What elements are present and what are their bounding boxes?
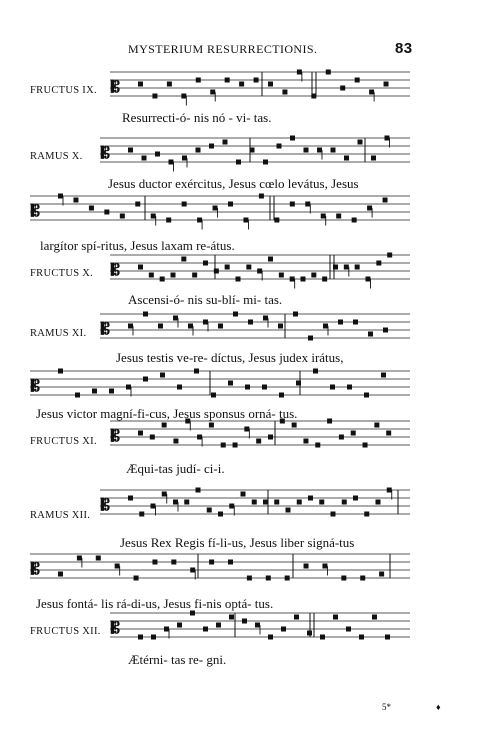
neume-note (277, 144, 282, 149)
neume-note (303, 439, 308, 444)
neume-note (308, 336, 313, 341)
neume-note (338, 320, 343, 325)
neume-note (173, 316, 178, 321)
neume-note (330, 385, 335, 390)
lyric-line: Jesus ductor exércitus, Jesus cœlo levátus, Jesus (108, 176, 359, 191)
neume-note (135, 202, 140, 207)
section-label: RAMUS XI. (30, 328, 87, 339)
neume-note (138, 82, 143, 87)
neume-note (367, 206, 372, 211)
neume-note (341, 576, 346, 581)
neume-note (209, 423, 214, 428)
neume-note (138, 635, 143, 640)
neume-note (160, 373, 165, 378)
neume-note (311, 94, 316, 99)
neume-note (142, 156, 147, 161)
neume-note (151, 214, 156, 219)
neume-note (385, 635, 390, 640)
neume-note (209, 144, 214, 149)
neume-note (248, 320, 253, 325)
neume-note (58, 572, 63, 577)
neume-note (181, 257, 186, 262)
neume-note (143, 377, 148, 382)
neume-note (297, 70, 302, 75)
lyric-line: Jesus Rex Regis fí-li-us, Jesus liber signá-tus (120, 535, 355, 550)
neume-note (250, 148, 255, 153)
neume-note (368, 332, 373, 337)
neume-note (336, 214, 341, 219)
lyric-line: largítor spí-ritus, Jesus laxam re-átus. (40, 238, 235, 253)
neume-note (211, 393, 216, 398)
neume-note (339, 435, 344, 440)
neume-note (268, 635, 273, 640)
neume-note (182, 156, 187, 161)
neume-note (223, 140, 228, 145)
neume-note (196, 488, 201, 493)
neume-note (255, 623, 260, 628)
neume-note (126, 385, 131, 390)
neume-note (214, 269, 219, 274)
lyric-line: Jesus fontá- lis rá-di-us, Jesus fi-nis optá- tus. (36, 596, 274, 611)
neume-note (152, 94, 157, 99)
neume-note (286, 508, 291, 513)
neume-note (296, 381, 301, 386)
neume-note (307, 631, 312, 636)
neume-note (376, 261, 381, 266)
neume-note (319, 500, 324, 505)
neume-note (308, 496, 313, 501)
section-label: FRUCTUS XI. (30, 436, 97, 447)
neume-note (173, 500, 178, 505)
running-title: MYSTERIUM RESURRECTIONIS. (128, 42, 318, 56)
neume-note (327, 419, 332, 424)
section-label: RAMUS XII. (30, 510, 91, 521)
lyric-line: Ætérni- tas re- gni. (128, 652, 227, 667)
neume-note (203, 627, 208, 632)
neume-note (293, 312, 298, 317)
neume-note (353, 496, 358, 501)
neume-note (346, 627, 351, 632)
clef-icon: 𝄡 (101, 143, 110, 162)
neume-note (188, 324, 193, 329)
neume-note (245, 385, 250, 390)
neume-note (263, 500, 268, 505)
neume-note (207, 508, 212, 513)
neume-note (242, 619, 247, 624)
lyric-line: Jesus testis ve-re- díctus, Jesus judex irátus, (116, 350, 344, 365)
neume-note (152, 560, 157, 565)
neume-note (143, 312, 148, 317)
neume-note (322, 277, 327, 282)
neume-note (279, 393, 284, 398)
neume-note (197, 218, 202, 223)
neume-note (244, 427, 249, 432)
clef-icon: 𝄡 (31, 376, 40, 395)
neume-note (381, 373, 386, 378)
section-label: RAMUS X. (30, 151, 83, 162)
neume-note (229, 615, 234, 620)
neume-note (177, 623, 182, 628)
neume-note (138, 265, 143, 270)
neume-note (216, 623, 221, 628)
neume-note (331, 512, 336, 517)
neume-note (372, 615, 377, 620)
section-label: FRUCTUS X. (30, 268, 94, 279)
neume-note (355, 265, 360, 270)
neume-note (196, 78, 201, 83)
neume-note (167, 82, 172, 87)
neume-note (268, 82, 273, 87)
lyric-line: Æqui-tas judí- ci-i. (126, 461, 225, 476)
neume-note (92, 389, 97, 394)
neume-note (162, 423, 167, 428)
clef-icon: 𝄡 (31, 559, 40, 578)
neume-note (229, 504, 234, 509)
neume-note (278, 324, 283, 329)
printer-signature: 5* (382, 702, 391, 712)
neume-note (344, 156, 349, 161)
neume-note (138, 431, 143, 436)
neume-note (196, 148, 201, 153)
neume-note (259, 194, 264, 199)
neume-note (128, 496, 133, 501)
clef-icon: 𝄡 (111, 426, 120, 445)
neume-note (109, 389, 114, 394)
neume-note (257, 269, 262, 274)
neume-note (359, 635, 364, 640)
neume-note (281, 627, 286, 632)
neume-note (233, 443, 238, 448)
neume-note (213, 206, 218, 211)
neume-note (162, 492, 167, 497)
clef-icon: 𝄡 (111, 77, 120, 96)
neume-note (364, 512, 369, 517)
neume-note (155, 152, 160, 157)
neume-note (322, 564, 327, 569)
neume-note (297, 500, 302, 505)
neume-note (241, 492, 246, 497)
neume-note (379, 572, 384, 577)
neume-note (115, 564, 120, 569)
neume-note (203, 320, 208, 325)
lyric-line: Resurrecti-ó- nis nó - vi- tas. (122, 110, 272, 125)
neume-note (347, 385, 352, 390)
neume-note (197, 435, 202, 440)
clef-icon: 𝄡 (111, 618, 120, 637)
neume-note (294, 615, 299, 620)
lyric-line: Ascensi-ó- nis su-blí- mi- tas. (128, 292, 283, 307)
neume-note (383, 198, 388, 203)
neume-note (194, 369, 199, 374)
neume-note (150, 435, 155, 440)
neume-note (243, 218, 248, 223)
neume-note (304, 148, 309, 153)
neume-note (171, 273, 176, 278)
neume-note (366, 277, 371, 282)
neume-note (304, 564, 309, 569)
neume-note (353, 320, 358, 325)
neume-note (387, 253, 392, 258)
neume-note (331, 148, 336, 153)
neume-note (182, 202, 187, 207)
neume-note (387, 488, 392, 493)
neume-note (236, 277, 241, 282)
neume-note (73, 198, 78, 203)
neume-note (369, 90, 374, 95)
neume-note (313, 369, 318, 374)
neume-note (321, 214, 326, 219)
neume-note (151, 504, 156, 509)
neume-note (192, 273, 197, 278)
neume-note (292, 423, 297, 428)
neume-note (181, 94, 186, 99)
neume-note (364, 393, 369, 398)
neume-note (58, 369, 63, 374)
neume-note (75, 393, 80, 398)
neume-note (342, 500, 347, 505)
section-label: FRUCTUS IX. (30, 85, 97, 96)
neume-note (374, 423, 379, 428)
neume-note (169, 160, 174, 165)
neume-note (285, 576, 290, 581)
neume-note (139, 512, 144, 517)
neume-note (305, 202, 310, 207)
neume-note (383, 328, 388, 333)
clef-icon: 𝄡 (101, 319, 110, 338)
neume-note (266, 576, 271, 581)
neume-note (320, 635, 325, 640)
neume-note (290, 136, 295, 141)
neume-note (233, 312, 238, 317)
neume-note (254, 78, 259, 83)
neume-note (311, 273, 316, 278)
neume-note (173, 439, 178, 444)
neume-note (184, 500, 189, 505)
neume-note (315, 443, 320, 448)
neume-note (151, 635, 156, 640)
neume-note (274, 500, 279, 505)
neume-note (247, 576, 252, 581)
neume-note (228, 381, 233, 386)
neume-note (268, 257, 273, 262)
neume-note (360, 576, 365, 581)
decorative-ornament-icon: ♦ (436, 702, 441, 712)
neume-note (355, 78, 360, 83)
neume-note (385, 136, 390, 141)
neume-note (376, 500, 381, 505)
neume-note (384, 82, 389, 87)
neume-note (263, 160, 268, 165)
neume-note (128, 324, 133, 329)
neume-note (340, 86, 345, 91)
neume-note (371, 156, 376, 161)
neume-note (149, 273, 154, 278)
clef-icon: 𝄡 (31, 201, 40, 220)
neume-note (263, 316, 268, 321)
neume-note (164, 627, 169, 632)
neume-note (323, 324, 328, 329)
neume-note (386, 431, 391, 436)
neume-note (225, 265, 230, 270)
neume-note (279, 273, 284, 278)
neume-note (358, 140, 363, 145)
page-number: 83 (395, 40, 413, 57)
neume-note (236, 160, 241, 165)
neume-note (89, 206, 94, 211)
neume-note (166, 218, 171, 223)
neume-note (203, 261, 208, 266)
neume-note (352, 218, 357, 223)
neume-note (252, 500, 257, 505)
neume-note (177, 385, 182, 390)
neume-note (228, 202, 233, 207)
neume-note (282, 90, 287, 95)
neume-note (256, 439, 261, 444)
neume-note (77, 556, 82, 561)
neume-note (128, 148, 133, 153)
neume-note (120, 214, 125, 219)
neume-note (290, 202, 295, 207)
neume-note (351, 431, 356, 436)
neume-note (158, 324, 163, 329)
neume-note (333, 615, 338, 620)
neume-note (225, 78, 230, 83)
neume-note (221, 443, 226, 448)
neume-note (274, 218, 279, 223)
neume-note (317, 148, 322, 153)
neume-note (218, 512, 223, 517)
neume-note (58, 194, 63, 199)
neume-note (190, 568, 195, 573)
neume-note (290, 277, 295, 282)
neume-note (228, 560, 233, 565)
neume-note (363, 443, 368, 448)
neume-note (344, 265, 349, 270)
lyric-line: Jesus victor magní-fi-cus, Jesus sponsus orná- tus. (36, 406, 298, 421)
neume-note (134, 576, 139, 581)
neume-note (160, 277, 165, 282)
neume-note (171, 560, 176, 565)
neume-note (96, 556, 101, 561)
neume-note (210, 90, 215, 95)
neume-note (301, 277, 306, 282)
neume-note (262, 385, 267, 390)
neume-note (218, 324, 223, 329)
neume-note (209, 560, 214, 565)
neume-note (239, 82, 244, 87)
clef-icon: 𝄡 (101, 495, 110, 514)
section-label: FRUCTUS XII. (30, 626, 101, 637)
neume-note (326, 70, 331, 75)
neume-note (104, 210, 109, 215)
neume-note (268, 435, 273, 440)
neume-note (333, 265, 338, 270)
neume-note (246, 265, 251, 270)
clef-icon: 𝄡 (111, 260, 120, 279)
